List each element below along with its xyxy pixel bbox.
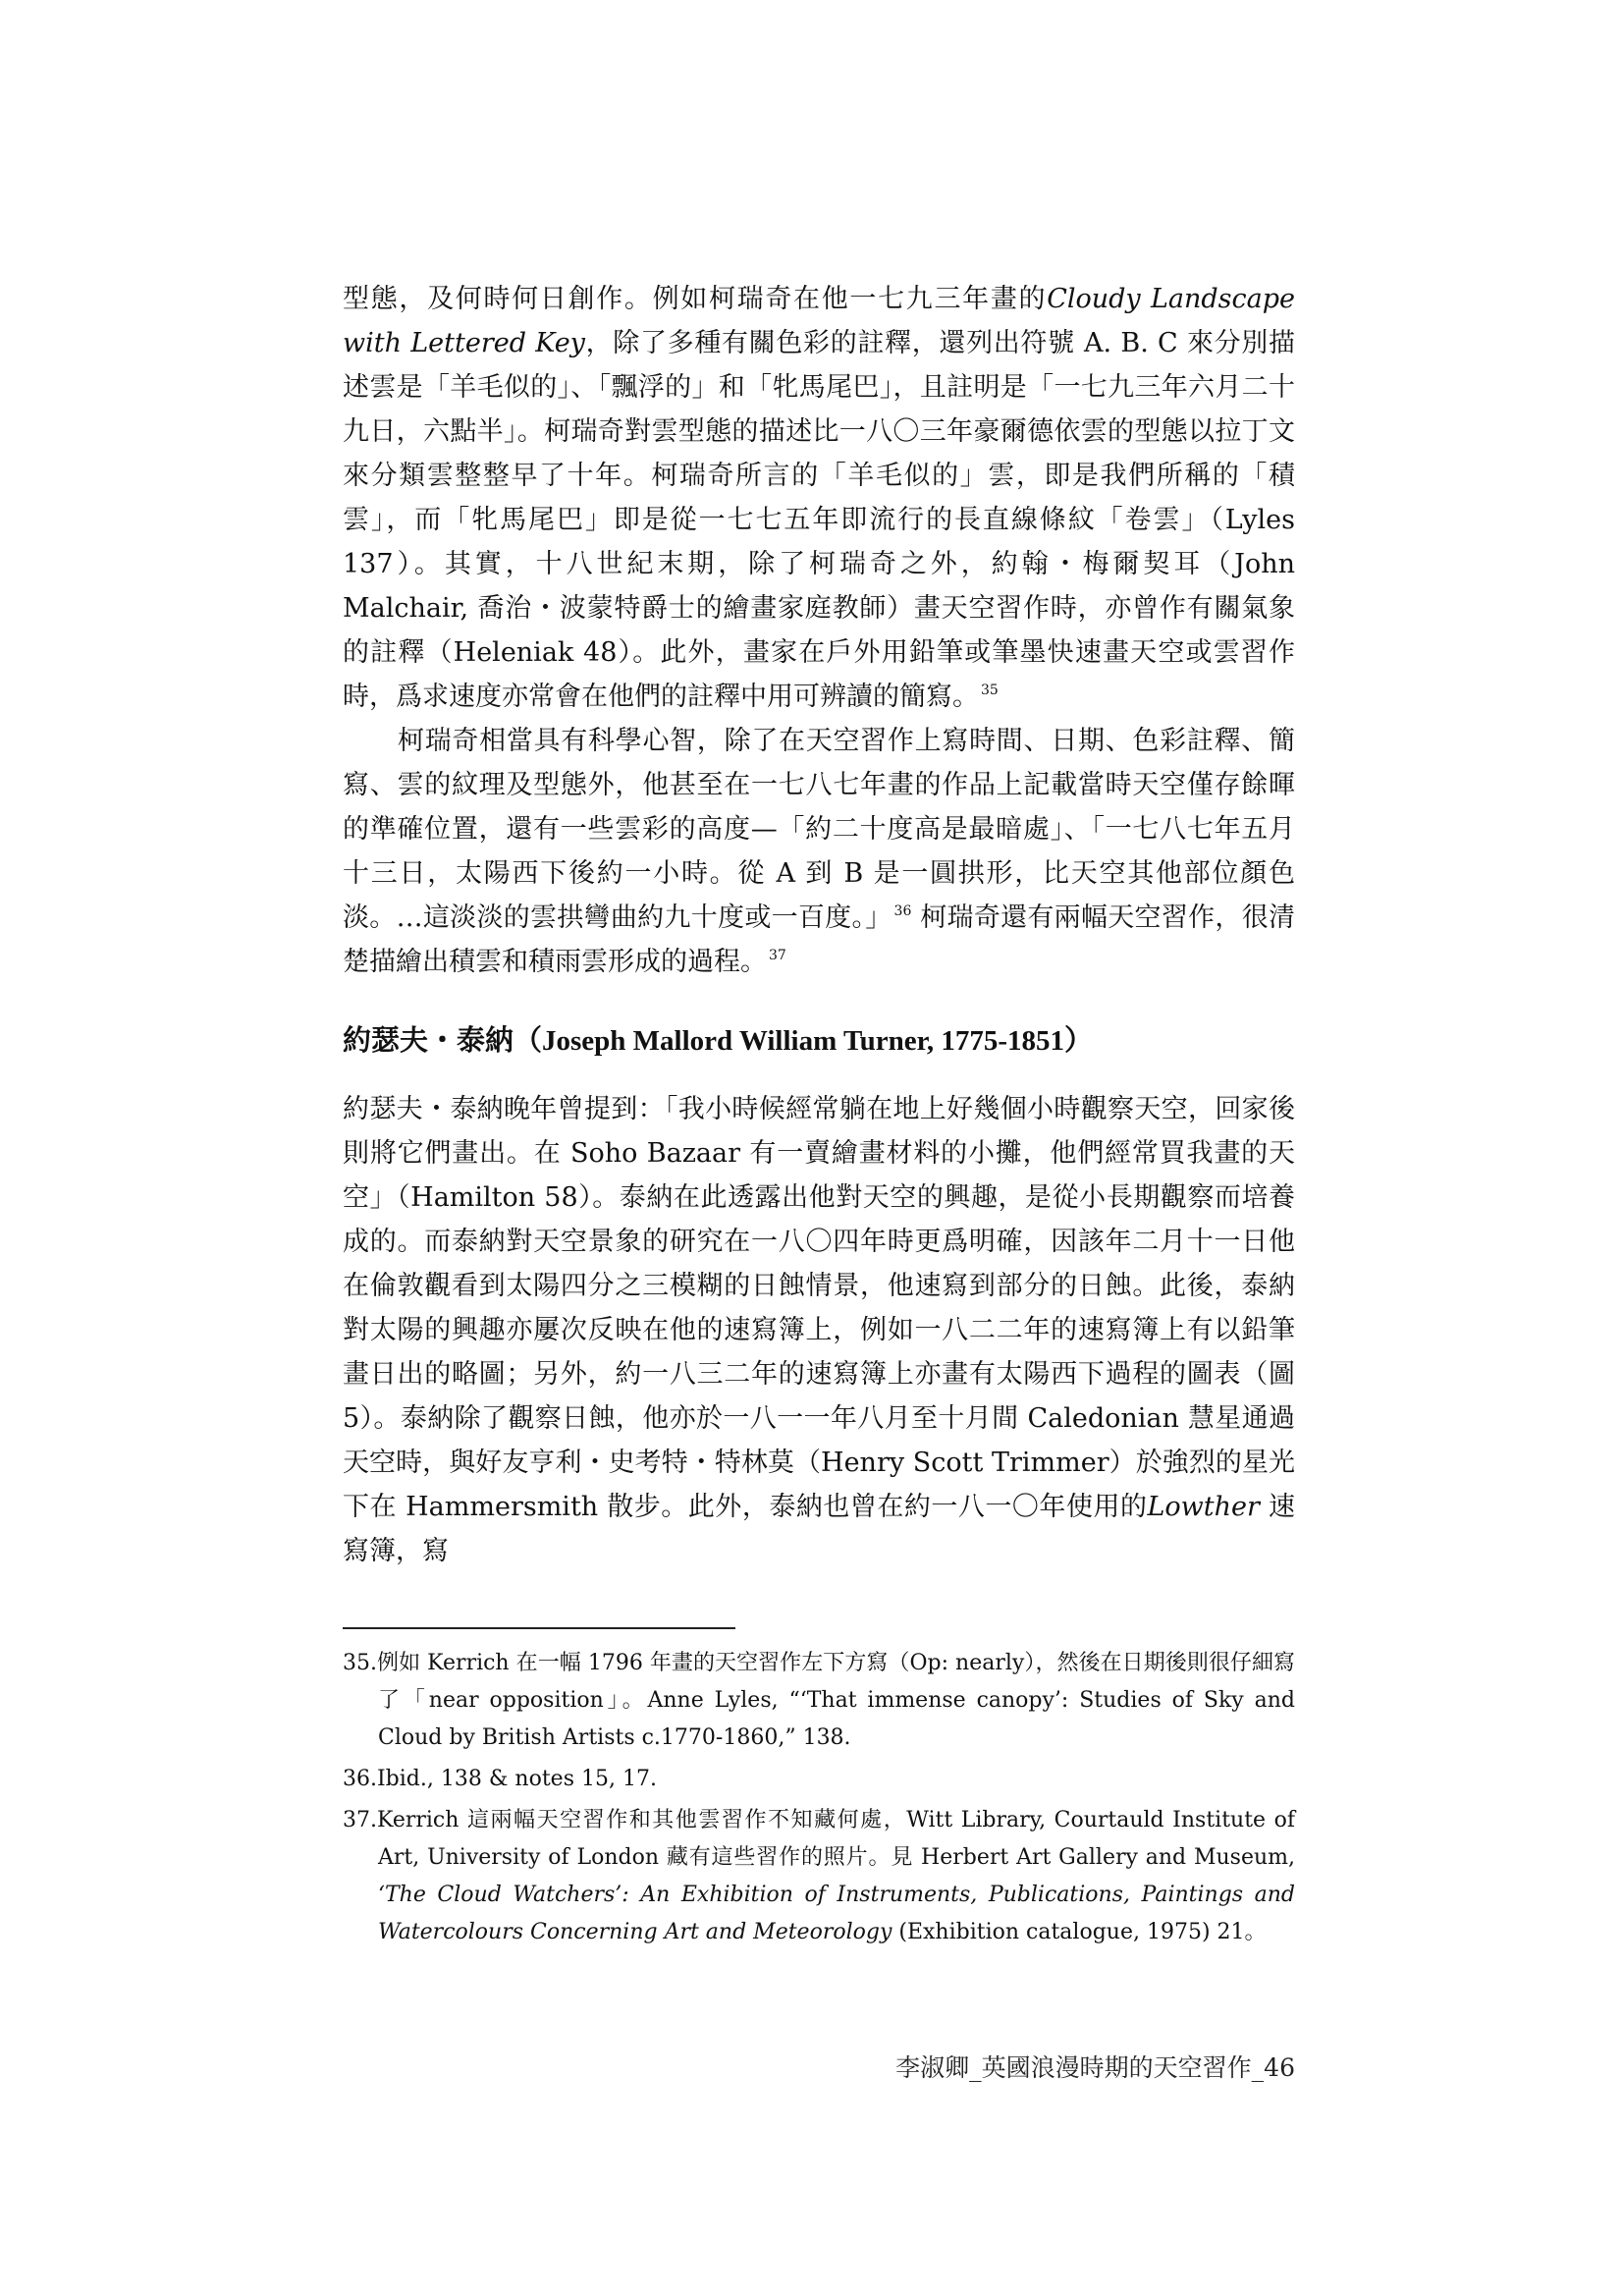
section-heading-turner	[343, 1022, 1295, 1059]
para1-text-a: 型態，及何時何日創作。例如柯瑞奇在他一七九三年畫的	[343, 284, 1048, 314]
heading-name-en: Joseph Mallord William Turner, 1775-1851	[542, 1025, 1065, 1057]
paragraph-kerrich-science	[343, 719, 1295, 984]
footnotes	[343, 1645, 1295, 1955]
para3-text-b: 速寫簿，寫	[343, 1492, 1295, 1566]
paragraph-turner	[343, 1087, 1295, 1573]
footnote-ref-36[interactable]: 36	[893, 903, 912, 919]
paragraph-kerrich-notes	[343, 277, 1295, 719]
para2-text-b: 柯瑞奇還有兩幅天空習作，很清楚描繪出積雲和積雨雲形成的過程。	[343, 902, 1295, 977]
fn37-text-b: (Exhibition catalogue, 1975) 21。	[892, 1920, 1267, 1944]
fn37-text-a: 37.Kerrich 這兩幅天空習作和其他雲習作不知藏何處，Witt Library, Courtauld Institute of Art, University of London 藏有這些習作的照片。見 Herbert Art Gallery and Museum,	[343, 1808, 1295, 1870]
exhibition-title: ‘The Cloud Watchers’: An Exhibition of Instruments, Publications, Paintings and Watercolours Concerning Art and Meteorology	[378, 1883, 1295, 1944]
para3-text-a: 約瑟夫・泰納晚年曾提到：「我小時候經常躺在地上好幾個小時觀察天空，回家後則將它們畫出。在 Soho Bazaar 有一賣繪畫材料的小攤，他們經常買我畫的天空」（Hamilton 58）。泰納在此透露出他對天空的興趣，是從小長期觀察而培養成的。而泰納對天空景象的研究在一八〇四年時更爲明確，因該年二月十一日他在倫敦觀看到太陽四分之三模糊的日蝕情景，他速寫到部分的日蝕。此後，泰納對太陽的興趣亦屢次反映在他的速寫簿上，例如一八二二年的速寫簿上有以鉛筆畫日出的略圖；另外，約一八三二年的速寫簿上亦畫有太陽西下過程的圖表（圖 5）。泰納除了觀察日蝕，他亦於一八一一年八月至十月間 Caledonian 慧星通過天空時，與好友亨利・史考特・特林莫（Henry Scott Trimmer）於強烈的星光下在 Hammersmith 散步。此外，泰納也曾在約一八一〇年使用的	[343, 1094, 1295, 1522]
page-body	[343, 277, 1295, 1573]
heading-close: ）	[1064, 1023, 1094, 1057]
para1-text-b: ，除了多種有關色彩的註釋，還列出符號 A. B. C 來分別描述雲是「羊毛似的」、「飄浮的」和「牝馬尾巴」，且註明是「一七九三年六月二十九日，六點半」。柯瑞奇對雲型態的描述比一八〇三年豪爾德依雲的型態以拉丁文來分類雲整整早了十年。柯瑞奇所言的「羊毛似的」雲，即是我們所稱的「積雲」，而「牝馬尾巴」即是從一七七五年即流行的長直線條紋「卷雲」（Lyles 137）。其實，十八世紀末期，除了柯瑞奇之外，約翰・梅爾契耳（John Malchair, 喬治・波蒙特爵士的繪畫家庭教師）畫天空習作時，亦曾作有關氣象的註釋（Heleniak 48）。此外，畫家在戶外用鉛筆或筆墨快速畫天空或雲習作時，爲求速度亦常會在他們的註釋中用可辨讀的簡寫。	[343, 328, 1295, 712]
footnote-ref-35[interactable]: 35	[981, 683, 999, 698]
footnote-36: 36.Ibid., 138 & notes 15, 17.	[343, 1767, 657, 1791]
para2-text-a: 柯瑞奇相當具有科學心智，除了在天空習作上寫時間、日期、色彩註釋、簡寫、雲的紋理及型態外，他甚至在一七八七年畫的作品上記載當時天空僅存餘暉的準確位置，還有一些雲彩的高度—「約二十度高是最暗處」、「一七八七年五月十三日，太陽西下後約一小時。從 A 到 B 是一圓拱形，比天空其他部位顏色淡。…這淡淡的雲拱彎曲約九十度或一百度。」	[343, 726, 1295, 933]
footnote-divider	[343, 1627, 735, 1629]
heading-name-zh: 約瑟夫・泰納（	[343, 1023, 543, 1057]
running-footer: 李淑卿_英國浪漫時期的天空習作_46	[895, 2053, 1295, 2082]
footnote-37	[343, 1802, 1295, 1951]
footnote-35: 35.例如 Kerrich 在一幅 1796 年畫的天空習作左下方寫（Op: nearly），然後在日期後則很仔細寫了「near opposition」。Anne Lyles, “‘That immense canopy’: Studies of Sky and Cloud by British Artists c.1770-1860,” 138.	[343, 1651, 1295, 1750]
artwork-title: Cloudy Landscape with Lettered Key	[343, 284, 1295, 358]
footnote-ref-37[interactable]: 37	[769, 948, 786, 963]
sketchbook-title: Lowther	[1147, 1492, 1260, 1522]
